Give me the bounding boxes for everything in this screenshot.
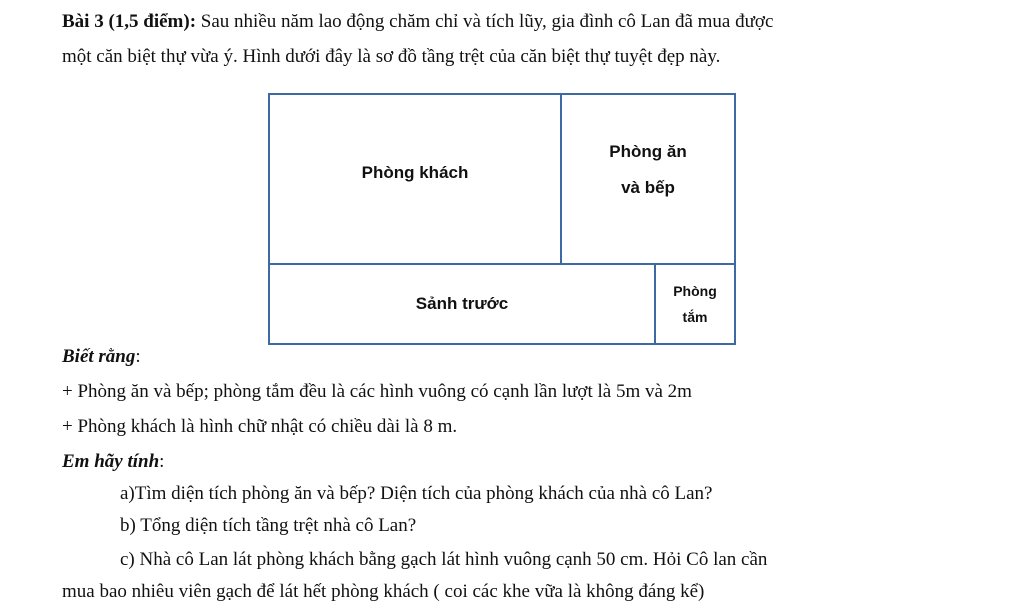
- room-kitchen: [562, 95, 734, 265]
- room-kitchen-label-2: và bếp: [621, 178, 675, 197]
- room-living: [270, 95, 562, 265]
- given-label-suffix: :: [135, 346, 141, 367]
- room-bathroom-label-2: tắm: [682, 309, 708, 325]
- room-living-label: Phòng khách: [361, 163, 469, 182]
- question-a: a)Tìm diện tích phòng ăn và bếp? Diện tích của phòng khách của nhà cô Lan?: [120, 483, 713, 504]
- task-label: Em hãy tính: [62, 451, 160, 472]
- given-label: Biết rằng: [62, 346, 136, 367]
- given-fact-2: + Phòng khách là hình chữ nhật có chiều dài là 8 m.: [62, 416, 458, 437]
- given-heading: [62, 345, 1004, 369]
- question-b: b) Tổng diện tích tầng trệt nhà cô Lan?: [120, 515, 417, 536]
- room-bathroom: [656, 265, 734, 343]
- given-fact-1: + Phòng ăn và bếp; phòng tắm đều là các hình vuông có cạnh lần lượt là 5m và 2m: [62, 381, 692, 402]
- question-c-line-2: mua bao nhiêu viên gạch để lát hết phòng khách ( coi các khe vữa là không đáng kể): [62, 581, 705, 602]
- task-label-suffix: :: [159, 451, 165, 472]
- problem-intro-line-2: một căn biệt thự vừa ý. Hình dưới đây là sơ đồ tầng trệt của căn biệt thự tuyệt đẹp này.: [62, 46, 721, 67]
- problem-intro-line-1: [62, 10, 1004, 34]
- floor-plan: [268, 93, 736, 345]
- room-kitchen-label-1: Phòng ăn: [609, 142, 687, 161]
- room-front-hall-label: Sảnh trước: [415, 294, 509, 313]
- problem-heading: Bài 3 (1,5 điểm):: [62, 11, 197, 32]
- task-heading: [62, 450, 1004, 474]
- room-front-hall: [270, 265, 656, 343]
- problem-intro-text-1: Sau nhiều năm lao động chăm chỉ và tích lũy, gia đình cô Lan đã mua được: [196, 11, 774, 32]
- room-bathroom-label-1: Phòng: [673, 283, 717, 299]
- question-c-line-1: c) Nhà cô Lan lát phòng khách bằng gạch lát hình vuông cạnh 50 cm. Hỏi Cô lan cần: [120, 549, 768, 570]
